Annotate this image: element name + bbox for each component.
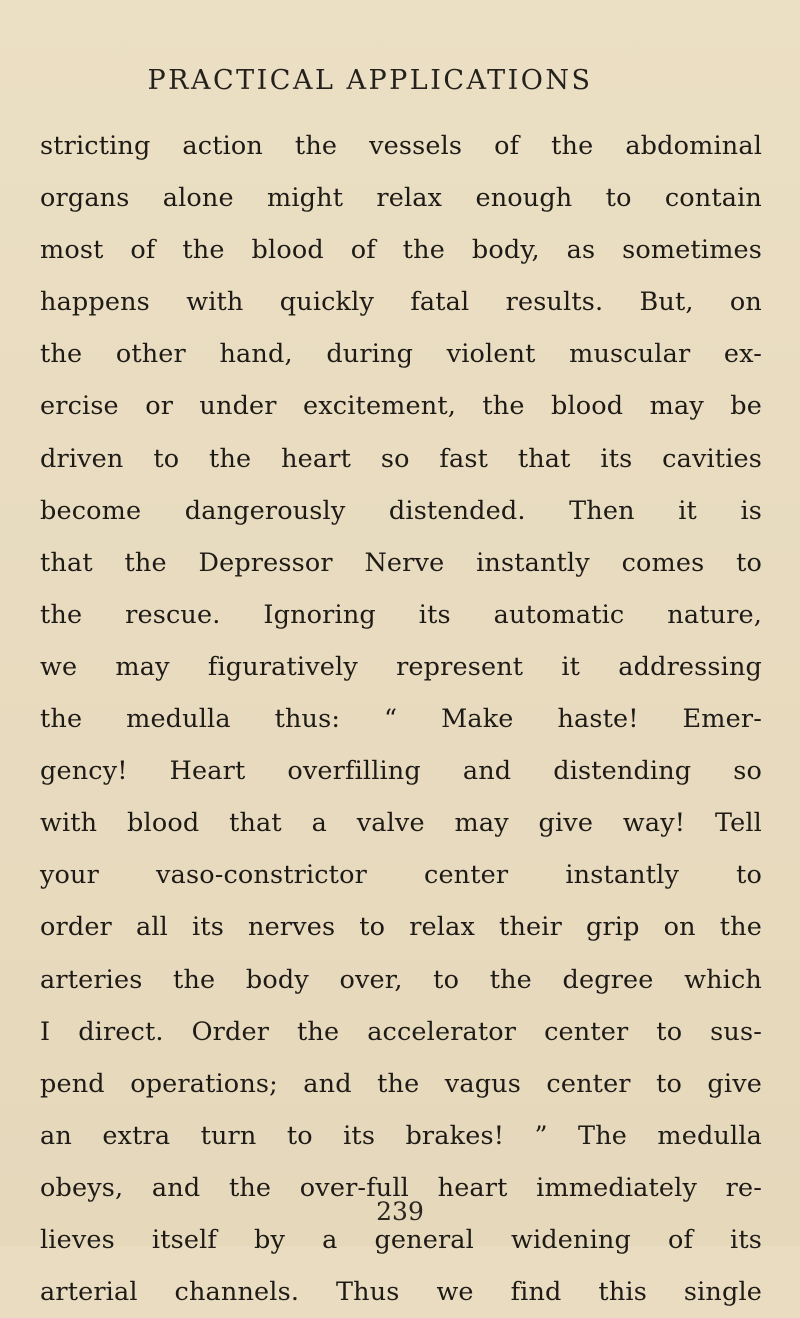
text-line: the medulla thus: “ Make haste! Emer-: [40, 704, 762, 735]
text-line: with blood that a valve may give way! Tell: [40, 808, 762, 839]
text-line: stricting action the vessels of the abdominal: [40, 131, 762, 161]
text-line: organs alone might relax enough to contain: [40, 183, 762, 214]
running-header: [0, 63, 800, 99]
text-line: obeys, and the over-full heart immediately re-: [40, 1172, 762, 1203]
text-line: ercise or under excitement, the blood may be: [40, 391, 762, 422]
text-line: I direct. Order the accelerator center to sus-: [40, 1016, 762, 1047]
text-line: order all its nerves to relax their grip on the: [40, 912, 762, 943]
text-line: gency! Heart overfilling and distending so: [40, 756, 762, 787]
text-line: the other hand, during violent muscular ex-: [40, 339, 762, 370]
text-line: pend operations; and the vagus center to give: [40, 1068, 762, 1099]
text-line: lieves itself by a general widening of its: [40, 1224, 762, 1255]
running-header-text: PRACTICAL APPLICATIONS: [147, 65, 593, 96]
text-line: an extra turn to its brakes! ” The medulla: [40, 1120, 762, 1151]
text-line: become dangerously distended. Then it is: [40, 495, 762, 526]
text-line: your vaso-constrictor center instantly to: [40, 860, 762, 891]
text-line: arterial channels. Thus we find this single: [40, 1277, 762, 1308]
text-line: arteries the body over, to the degree which: [40, 964, 762, 995]
text-line: that the Depressor Nerve instantly comes to: [40, 547, 762, 578]
page-number: 239: [376, 1197, 424, 1226]
text-line: most of the blood of the body, as sometimes: [40, 235, 762, 266]
text-line: happens with quickly fatal results. But, on: [40, 287, 762, 318]
body-text: [40, 120, 762, 1318]
text-line: we may figuratively represent it addressing: [40, 651, 762, 682]
text-line: driven to the heart so fast that its cavities: [40, 443, 762, 474]
text-line: the rescue. Ignoring its automatic nature,: [40, 599, 762, 630]
